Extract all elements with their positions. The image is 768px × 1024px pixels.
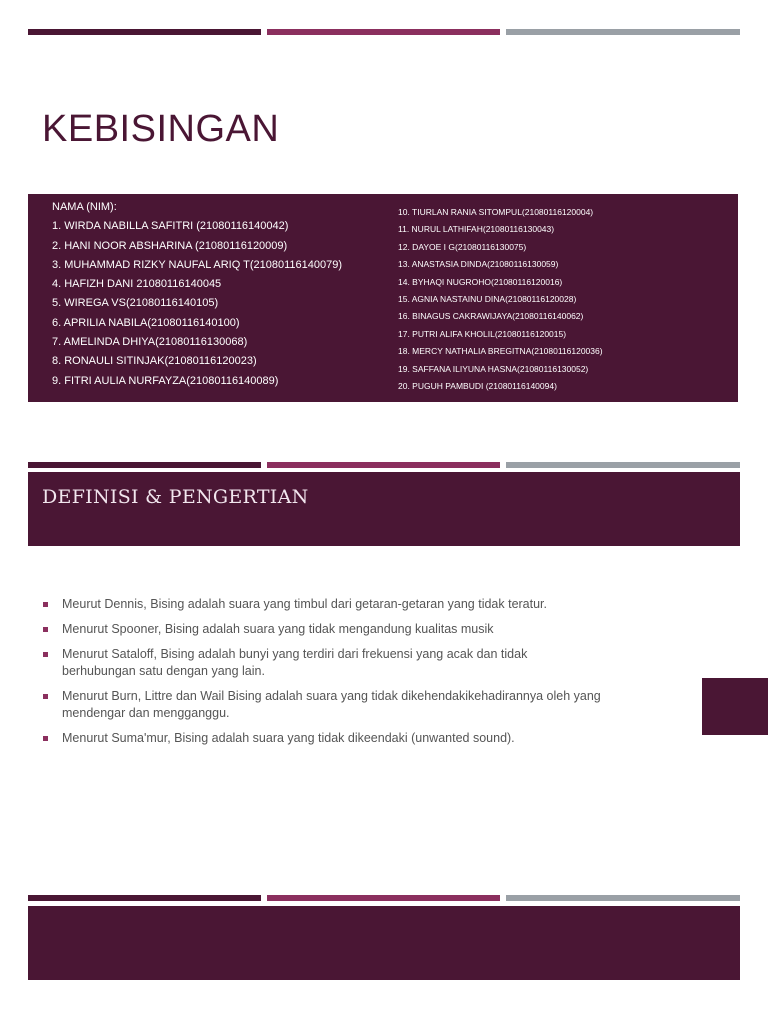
bottom-banner bbox=[28, 906, 740, 980]
bullet-item bbox=[42, 730, 602, 747]
name-item: 18. MERCY NATHALIA BREGITNA(21080116120036) bbox=[398, 346, 603, 357]
stripe-dark bbox=[28, 29, 261, 35]
name-item: 4. HAFIZH DANI 21080116140045 bbox=[52, 278, 222, 291]
bullet-text: Meurut Dennis, Bising adalah suara yang timbul dari getaran-getaran yang tidak teratur. bbox=[62, 597, 548, 611]
name-item: 19. SAFFANA ILIYUNA HASNA(21080116130052) bbox=[398, 363, 589, 374]
square-bullet-icon bbox=[43, 602, 48, 607]
stripe-gray bbox=[506, 29, 740, 35]
stripe-accent bbox=[267, 895, 500, 901]
square-bullet-icon bbox=[43, 736, 48, 741]
name-item: 15. AGNIA NASTAINU DINA(21080116120028) bbox=[398, 293, 577, 304]
name-item: 6. APRILIA NABILA(21080116140100) bbox=[52, 316, 240, 329]
stripe-gray bbox=[506, 895, 740, 901]
side-decoration bbox=[702, 678, 768, 735]
heading-banner bbox=[28, 472, 740, 546]
names-header: NAMA (NIM): bbox=[52, 201, 117, 213]
bullet-item bbox=[42, 621, 602, 638]
name-item: 17. PUTRI ALIFA KHOLIL(21080116120015) bbox=[398, 328, 567, 339]
bullet-text: Menurut Spooner, Bising adalah suara yang tidak mengandung kualitas musik bbox=[62, 622, 494, 636]
slide-title: KEBISINGAN bbox=[42, 108, 280, 150]
name-item: 2. HANI NOOR ABSHARINA (21080116120009) bbox=[52, 239, 288, 252]
square-bullet-icon bbox=[43, 627, 48, 632]
bullet-item bbox=[42, 688, 602, 722]
stripe-gray bbox=[506, 462, 740, 468]
bullet-text: Menurut Sataloff, Bising adalah bunyi yang terdiri dari frekuensi yang acak dan tidak berhubungan satu dengan yang lain. bbox=[62, 647, 528, 678]
slide3-stripes bbox=[28, 895, 740, 901]
name-item: 12. DAYOE I G(21080116130075) bbox=[398, 241, 527, 252]
name-item: 7. AMELINDA DHIYA(21080116130068) bbox=[52, 336, 248, 349]
bullet-item bbox=[42, 646, 602, 680]
bullet-item bbox=[42, 596, 602, 613]
name-item: 20. PUGUH PAMBUDI (21080116140094) bbox=[398, 380, 557, 391]
name-item: 3. MUHAMMAD RIZKY NAUFAL ARIQ T(21080116140079) bbox=[52, 258, 342, 271]
name-item: 1. WIRDA NABILLA SAFITRI (21080116140042) bbox=[52, 220, 289, 233]
top-stripes bbox=[28, 29, 740, 35]
square-bullet-icon bbox=[43, 652, 48, 657]
bullet-text: Menurut Suma'mur, Bising adalah suara yang tidak dikeendaki (unwanted sound). bbox=[62, 731, 515, 745]
section-heading: DEFINISI & PENGERTIAN bbox=[42, 486, 309, 508]
name-item: 10. TIURLAN RANIA SITOMPUL(21080116120004) bbox=[398, 207, 594, 217]
name-item: 8. RONAULI SITINJAK(21080116120023) bbox=[52, 355, 257, 368]
stripe-dark bbox=[28, 462, 261, 468]
name-item: 9. FITRI AULIA NURFAYZA(21080116140089) bbox=[52, 374, 279, 387]
name-item: 14. BYHAQI NUGROHO(21080116120016) bbox=[398, 276, 563, 287]
name-item: 11. NURUL LATHIFAH(21080116130043) bbox=[398, 224, 555, 235]
slide2-stripes bbox=[28, 462, 740, 468]
names-column-1 bbox=[52, 198, 402, 391]
names-column-2 bbox=[398, 204, 728, 395]
stripe-accent bbox=[267, 462, 500, 468]
name-item: 5. WIREGA VS(21080116140105) bbox=[52, 297, 219, 310]
square-bullet-icon bbox=[43, 694, 48, 699]
name-item: 13. ANASTASIA DINDA(21080116130059) bbox=[398, 259, 559, 270]
name-item: 16. BINAGUS CAKRAWIJAYA(21080116140062) bbox=[398, 311, 584, 322]
bullet-list bbox=[42, 596, 602, 755]
stripe-accent bbox=[267, 29, 500, 35]
bullet-text: Menurut Burn, Littre dan Wail Bising adalah suara yang tidak dikehendakikehadirannya oleh yang mendengar dan mengganggu. bbox=[62, 689, 601, 720]
stripe-dark bbox=[28, 895, 261, 901]
names-box bbox=[28, 194, 738, 402]
